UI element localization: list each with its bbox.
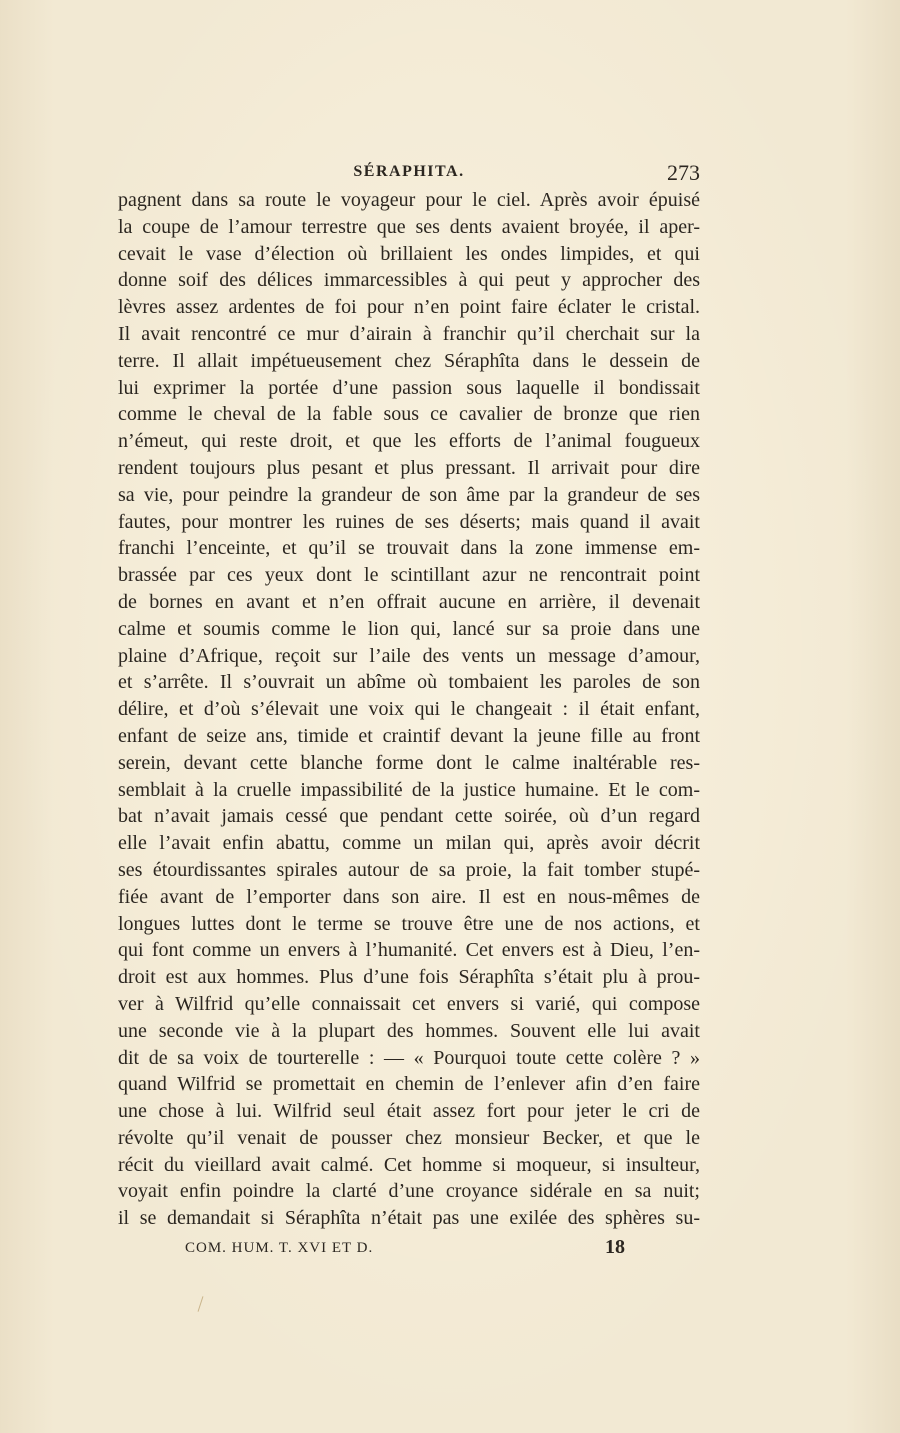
body-text (118, 187, 700, 1232)
page-number: 273 (667, 160, 700, 185)
text-line: fautes, pour montrer les ruines de ses déserts; mais quand il avait (118, 510, 700, 533)
paper-blemish (198, 1296, 204, 1312)
text-line: et s’arrête. Il s’ouvrait un abîme où tombaient les paroles de son (118, 671, 700, 694)
text-line: rendent toujours plus pesant et plus pressant. Il arrivait pour dire (118, 456, 700, 479)
text-line: révolte qu’il venait de pousser chez monsieur Becker, et que le (118, 1126, 700, 1149)
text-line: n’émeut, qui reste droit, et que les efforts de l’animal fougueux (118, 430, 700, 453)
text-line: ses étourdissantes spirales autour de sa proie, la fait tomber stupé- (118, 858, 700, 881)
text-line: brassée par ces yeux dont le scintillant azur ne rencontrait point (118, 564, 700, 587)
text-line: récit du vieillard avait calmé. Cet homme si moqueur, si insulteur, (118, 1153, 700, 1176)
text-line: ver à Wilfrid qu’elle connaissait cet envers si varié, qui compose (118, 992, 700, 1015)
signature-mark: COM. HUM. T. XVI ET D. (185, 1240, 374, 1256)
text-line: fiée avant de l’emporter dans son aire. Il est en nous-mêmes de (118, 885, 700, 908)
page-footer (185, 1236, 625, 1262)
text-line: qui font comme un envers à l’humanité. Cet envers est à Dieu, l’en- (118, 939, 700, 962)
sheet-number: 18 (605, 1236, 625, 1258)
text-line: terre. Il allait impétueusement chez Séraphîta dans le dessein de (118, 349, 700, 372)
text-line: longues luttes dont le terme se trouve être une de nos actions, et (118, 912, 700, 935)
text-line: Il avait rencontré ce mur d’airain à franchir qu’il cherchait sur la (118, 322, 700, 345)
text-line: calme et soumis comme le lion qui, lancé sur sa proie dans une (118, 617, 700, 640)
text-line: pagnent dans sa route le voyageur pour le ciel. Après avoir épuisé (118, 189, 700, 211)
text-line: franchi l’enceinte, et qu’il se trouvait dans la zone immense em- (118, 537, 700, 560)
text-line: droit est aux hommes. Plus d’une fois Séraphîta s’était plu à prou- (118, 966, 700, 989)
text-line: sa vie, pour peindre la grandeur de son âme par la grandeur de ses (118, 483, 700, 506)
text-line: la coupe de l’amour terrestre que ses dents avaient broyée, il aper- (118, 215, 700, 238)
text-line: une seconde vie à la plupart des hommes. Souvent elle lui avait (118, 1019, 700, 1042)
text-line: voyait enfin poindre la clarté d’une croyance sidérale en sa nuit; (118, 1180, 700, 1203)
text-line: il se demandait si Séraphîta n’était pas une exilée des sphères su- (118, 1207, 700, 1230)
text-line: bat n’avait jamais cessé que pendant cette soirée, où d’un regard (118, 805, 700, 828)
text-line: cevait le vase d’élection où brillaient les ondes limpides, et qui (118, 242, 700, 265)
text-line: de bornes en avant et n’en offrait aucune en arrière, il devenait (118, 590, 700, 613)
text-line: quand Wilfrid se promettait en chemin de l’enlever afin d’en faire (118, 1073, 700, 1096)
text-line: semblait à la cruelle impassibilité de la justice humaine. Et le com- (118, 778, 700, 801)
text-line: plaine d’Afrique, reçoit sur l’aile des vents un message d’amour, (118, 644, 700, 667)
text-line: dit de sa voix de tourterelle : — « Pourquoi toute cette colère ? » (118, 1046, 700, 1069)
text-line: serein, devant cette blanche forme dont le calme inaltérable res- (118, 751, 700, 774)
text-line: elle l’avait enfin abattu, comme un milan qui, après avoir décrit (118, 832, 700, 855)
text-line: enfant de seize ans, timide et craintif devant la jeune fille au front (118, 724, 700, 747)
text-line: lèvres assez ardentes de foi pour n’en point faire éclater le cristal. (118, 296, 700, 319)
running-head (118, 160, 700, 190)
text-line: lui exprimer la portée d’une passion sous laquelle il bondissait (118, 376, 700, 399)
running-title: SÉRAPHITA. (353, 163, 465, 180)
text-line: donne soif des délices immarcessibles à qui peut y approcher des (118, 269, 700, 292)
text-line: comme le cheval de la fable sous ce cavalier de bronze que rien (118, 403, 700, 426)
text-line: une chose à lui. Wilfrid seul était assez fort pour jeter le cri de (118, 1100, 700, 1123)
text-line: délire, et d’où s’élevait une voix qui le changeait : il était enfant, (118, 698, 700, 721)
